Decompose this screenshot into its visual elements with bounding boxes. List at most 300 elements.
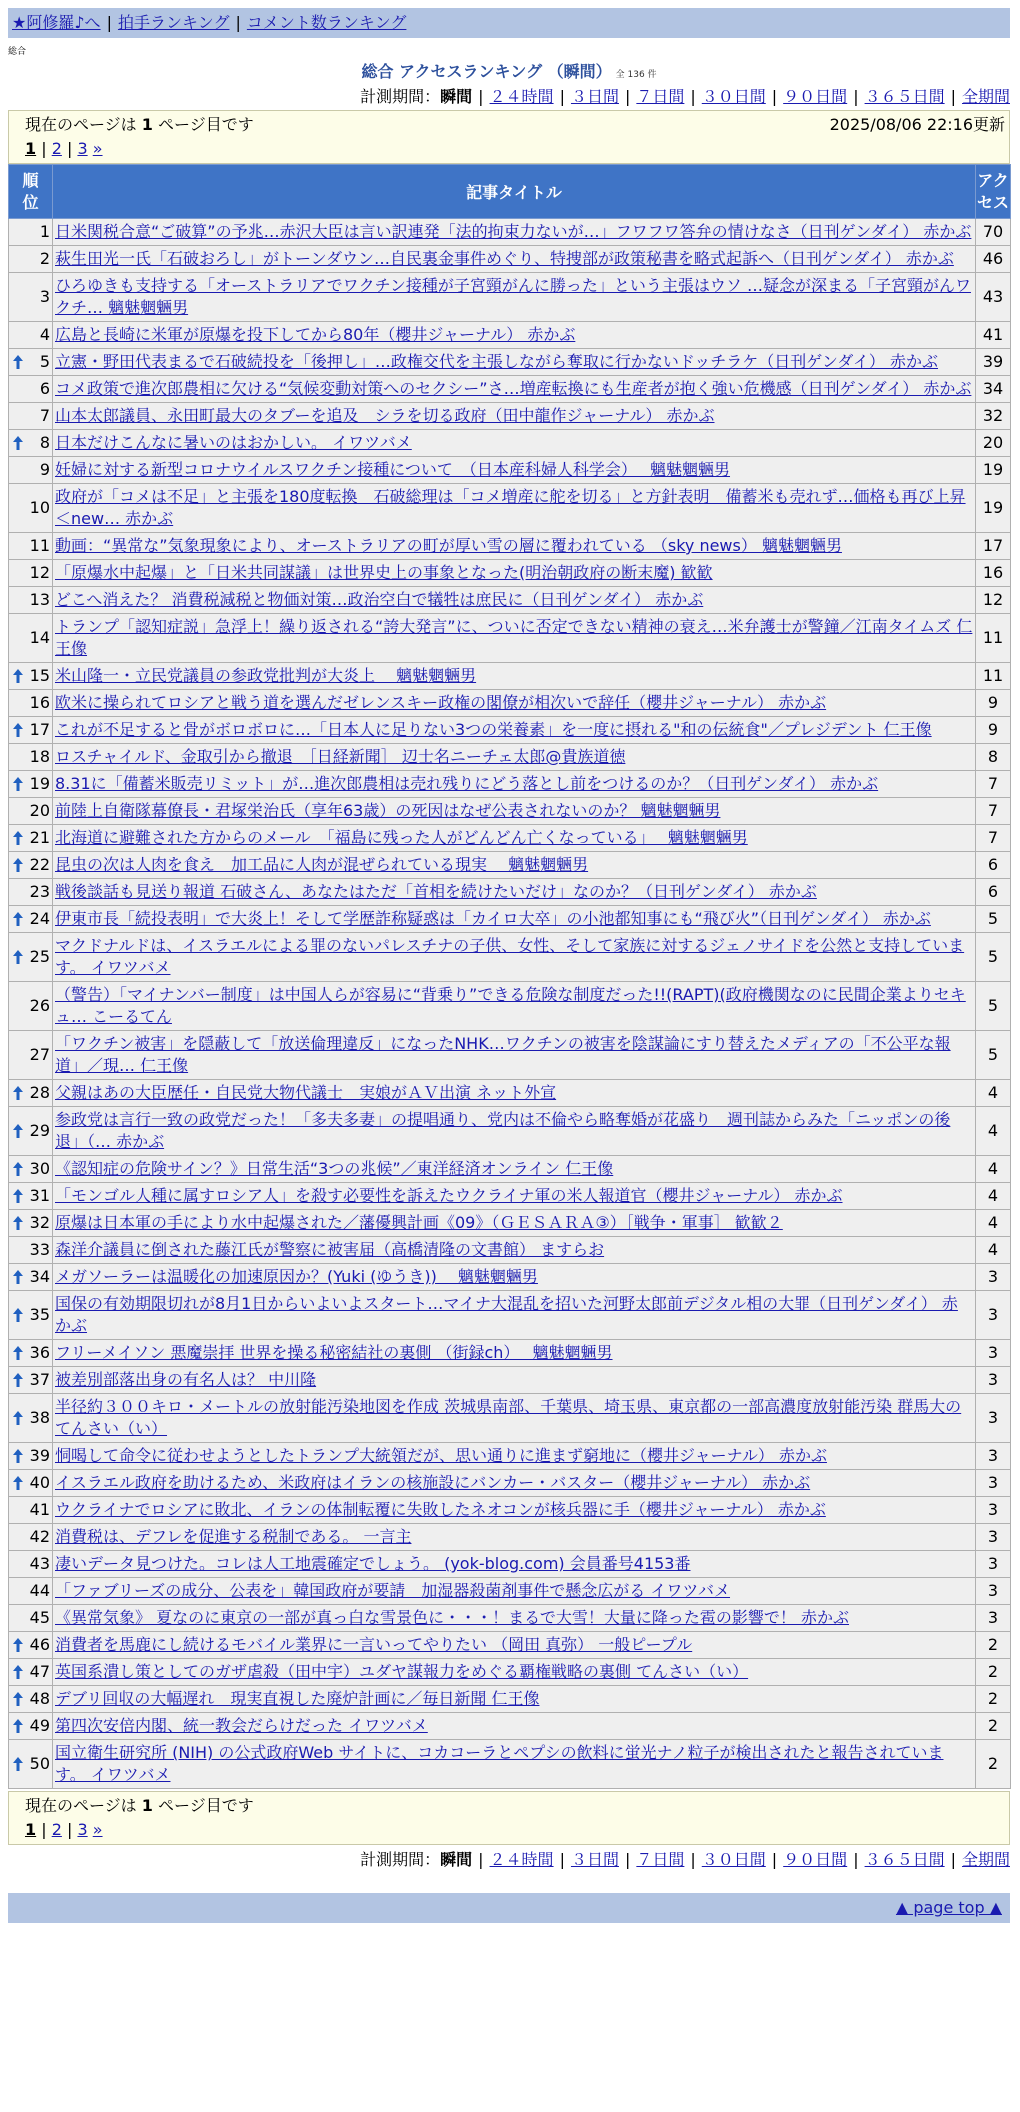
table-row xyxy=(9,1031,1011,1080)
rank-cell xyxy=(9,1340,53,1367)
rank-number: 42 xyxy=(29,1527,50,1546)
article-link[interactable]: 国保の有効期限切れが8月1日からいよいよスタート…マイナ大混乱を招いた河野太郎前デジタル相の大罪（日刊ゲンダイ） 赤かぶ xyxy=(55,1294,958,1335)
period-separator: | xyxy=(624,1850,631,1869)
title-cell xyxy=(53,349,976,376)
rank-number: 40 xyxy=(29,1473,50,1492)
access-count: 4 xyxy=(976,1183,1011,1210)
table-row xyxy=(9,1713,1011,1740)
rank-up-arrow-icon xyxy=(12,668,24,684)
rank-cell xyxy=(9,1686,53,1713)
clap-ranking-link[interactable]: 拍手ランキング xyxy=(117,13,230,32)
pager-text: 現在のページは xyxy=(25,1796,142,1815)
article-link[interactable]: 国立衛生研究所 (NIH) の公式政府Web サイトに、コカコーラとペプシの飲料に蛍光ナノ粒子が検出されたと報告されています。 イワツバメ xyxy=(55,1743,944,1784)
rank-number: 13 xyxy=(29,590,50,609)
table-row xyxy=(9,1340,1011,1367)
access-count: 5 xyxy=(976,1031,1011,1080)
rank-number: 41 xyxy=(29,1500,50,1519)
article-link[interactable]: 凄いデータ見つけた。コレは人工地震確定でしょう。 (yok-blog.com) 会員番号4153番 xyxy=(55,1554,691,1573)
rank-up-arrow-icon xyxy=(12,1372,24,1388)
article-link[interactable]: これが不足すると骨がボロボロに…「日本人に足りない3つの栄養素」を一度に摂れる"和の伝統食"／プレジデント 仁王像 xyxy=(55,720,932,739)
page-link: 1 xyxy=(25,1820,37,1839)
title-cell xyxy=(53,852,976,879)
table-row xyxy=(9,717,1011,744)
article-link[interactable]: 動画：“異常な”気象現象により、オーストラリアの町が厚い雪の層に覆われている （sky news） 魑魅魍魎男 xyxy=(55,536,842,555)
rank-number: 16 xyxy=(29,693,50,712)
article-link[interactable]: 《認知症の危険サイン？》日常生活“3つの兆候”／東洋経済オンライン 仁王像 xyxy=(55,1159,614,1178)
article-link[interactable]: 8.31に「備蓄米販売リミット」が…進次郎農相は売れ残りにどう落とし前をつけるのか？（日刊ゲンダイ） 赤かぶ xyxy=(55,774,879,793)
article-link[interactable]: 山本太郎議員、永田町最大のタブーを追及 シラを切る政府（田中龍作ジャーナル） 赤かぶ xyxy=(55,406,715,425)
rank-number: 48 xyxy=(29,1689,50,1708)
title-cell xyxy=(53,879,976,906)
pager-text: 現在のページは xyxy=(25,115,142,134)
page-link[interactable]: 2 xyxy=(51,1820,62,1839)
access-count: 7 xyxy=(976,798,1011,825)
access-count: 4 xyxy=(976,1156,1011,1183)
rank-cell xyxy=(9,457,53,484)
rank-cell xyxy=(9,1156,53,1183)
rank-cell xyxy=(9,1740,53,1789)
current-page-number: 1 xyxy=(141,115,153,134)
access-count: 43 xyxy=(976,273,1011,322)
period-option[interactable]: ３０日間 xyxy=(701,1850,766,1869)
article-link[interactable]: ロスチャイルド、金取引から撤退 ［日経新聞］ 辺士名ニーチェ太郎@貴族道徳 xyxy=(55,747,626,766)
period-option[interactable]: ９０日間 xyxy=(783,1850,848,1869)
table-row xyxy=(9,1551,1011,1578)
rank-number: 37 xyxy=(29,1370,50,1389)
title-cell xyxy=(53,273,976,322)
next-page-link[interactable]: » xyxy=(92,139,103,158)
title-cell xyxy=(53,533,976,560)
article-link[interactable]: ウクライナでロシアに敗北、イランの体制転覆に失敗したネオコンが核兵器に手（櫻井ジャーナル） 赤かぶ xyxy=(55,1500,826,1519)
rank-number: 27 xyxy=(29,1045,50,1064)
table-row xyxy=(9,852,1011,879)
title-cell xyxy=(53,1340,976,1367)
period-label: 計測期間： xyxy=(360,1850,441,1869)
article-link[interactable]: コメ政策で進次郎農相に欠ける“気候変動対策へのセクシー”さ…増産転換にも生産者が抱く強い危機感（日刊ゲンダイ） 赤かぶ xyxy=(55,379,972,398)
access-count: 5 xyxy=(976,906,1011,933)
period-separator: | xyxy=(950,87,956,106)
rank-cell xyxy=(9,322,53,349)
rank-cell xyxy=(9,1031,53,1080)
rank-number: 20 xyxy=(29,801,50,820)
title-cell xyxy=(53,825,976,852)
article-link[interactable]: フリーメイソン 悪魔崇拝 世界を操る秘密結社の裏側 （街録ch） 魑魅魍魎男 xyxy=(55,1343,613,1362)
period-option[interactable]: 全期間 xyxy=(961,1850,1010,1869)
title-cell xyxy=(53,1713,976,1740)
access-count: 9 xyxy=(976,690,1011,717)
title-cell xyxy=(53,560,976,587)
period-option[interactable]: ７日間 xyxy=(636,87,685,106)
article-link[interactable]: 恫喝して命令に従わせようとしたトランプ大統領だが、思い通りに進まず窮地に（櫻井ジャーナル） 赤かぶ xyxy=(55,1446,827,1465)
title-cell xyxy=(53,1659,976,1686)
rank-up-arrow-icon xyxy=(12,722,24,738)
title-cell xyxy=(53,403,976,430)
rank-cell xyxy=(9,533,53,560)
table-row xyxy=(9,1264,1011,1291)
rank-cell xyxy=(9,587,53,614)
article-link[interactable]: 昆虫の次は人肉を食え 加工品に人肉が混ぜられている現実 魑魅魍魎男 xyxy=(55,855,589,874)
rank-up-arrow-icon xyxy=(12,857,24,873)
access-count: 3 xyxy=(976,1340,1011,1367)
rank-cell xyxy=(9,430,53,457)
rank-cell xyxy=(9,403,53,430)
article-link[interactable]: 森洋介議員に倒された藤江氏が警察に被害届（高橋清隆の文書館） ますらお xyxy=(55,1240,605,1259)
rank-up-arrow-icon xyxy=(12,354,24,370)
period-separator: | xyxy=(690,1850,696,1869)
access-count: 8 xyxy=(976,744,1011,771)
table-row xyxy=(9,322,1011,349)
period-option[interactable]: ３６５日間 xyxy=(864,87,945,106)
rank-up-arrow-icon xyxy=(12,1269,24,1285)
page-separator: | xyxy=(61,139,78,158)
rank-up-arrow-icon xyxy=(12,776,24,792)
rank-number: 44 xyxy=(29,1581,50,1600)
table-row xyxy=(9,587,1011,614)
rank-number: 30 xyxy=(29,1159,50,1178)
rank-number: 21 xyxy=(29,828,50,847)
pager-top xyxy=(8,110,1010,164)
title-header: 記事タイトル xyxy=(53,165,976,219)
access-count: 16 xyxy=(976,560,1011,587)
period-option: 瞬間 xyxy=(440,87,473,106)
table-row xyxy=(9,1470,1011,1497)
title-cell xyxy=(53,1031,976,1080)
ranking-table xyxy=(8,164,1011,1789)
access-count: 6 xyxy=(976,852,1011,879)
title-cell xyxy=(53,1740,976,1789)
access-count: 3 xyxy=(976,1578,1011,1605)
rank-number: 14 xyxy=(29,628,50,647)
article-link[interactable]: 政府が「コメは不足」と主張を180度転換 石破総理は「コメ増産に舵を切る」と方針表明 備蓄米も売れず…価格も再び上昇＜new… 赤かぶ xyxy=(55,487,966,528)
page-separator: | xyxy=(61,1820,78,1839)
rank-number: 35 xyxy=(29,1305,50,1324)
rank-up-arrow-icon xyxy=(12,1756,24,1772)
article-link[interactable]: 前陸上自衛隊幕僚長・君塚栄治氏（享年63歳）の死因はなぜ公表されないのか？ 魑魅魍魎男 xyxy=(55,801,721,820)
article-link[interactable]: デブリ回収の大幅遅れ 現実直視した廃炉計画に／毎日新聞 仁王像 xyxy=(55,1689,540,1708)
period-option: 瞬間 xyxy=(440,1850,473,1869)
article-link[interactable]: 原爆は日本軍の手により水中起爆された／藩優興計画《09》（ＧＥＳＡＲＡ③）［戦争・軍事］ 歓歓２ xyxy=(55,1213,783,1232)
title-cell xyxy=(53,1470,976,1497)
rank-up-arrow-icon xyxy=(12,1123,24,1139)
table-row xyxy=(9,1497,1011,1524)
rank-number: 32 xyxy=(29,1213,50,1232)
access-count: 4 xyxy=(976,1210,1011,1237)
access-count: 46 xyxy=(976,246,1011,273)
table-row xyxy=(9,1394,1011,1443)
rank-number: 23 xyxy=(29,882,50,901)
title-cell xyxy=(53,376,976,403)
period-option[interactable]: ３日間 xyxy=(570,87,619,106)
access-count: 9 xyxy=(976,717,1011,744)
rank-number: 43 xyxy=(29,1554,50,1573)
access-count: 3 xyxy=(976,1443,1011,1470)
rank-up-arrow-icon xyxy=(12,830,24,846)
rank-cell xyxy=(9,717,53,744)
rank-number: 4 xyxy=(39,325,50,344)
rank-cell xyxy=(9,219,53,246)
article-link[interactable]: 日本だけこんなに暑いのはおかしい。 イワツバメ xyxy=(55,433,412,452)
table-row xyxy=(9,1210,1011,1237)
rank-cell xyxy=(9,825,53,852)
article-link[interactable]: 欧米に操られてロシアと戦う道を選んだゼレンスキー政権の閣僚が相次いで辞任（櫻井ジャーナル） 赤かぶ xyxy=(55,693,827,712)
rank-number: 50 xyxy=(29,1754,50,1773)
article-link[interactable]: 被差別部落出身の有名人は？ 中川隆 xyxy=(55,1370,317,1389)
page-links xyxy=(25,1818,1009,1842)
title-cell xyxy=(53,1156,976,1183)
rank-up-arrow-icon xyxy=(12,949,24,965)
rank-number: 25 xyxy=(29,947,50,966)
page-top-link[interactable]: ▲ page top ▲ xyxy=(895,1898,1002,1917)
access-count: 3 xyxy=(976,1551,1011,1578)
page-separator: | xyxy=(36,139,52,158)
article-link[interactable]: メガソーラーは温暖化の加速原因か？(Yuki (ゆうき)) 魑魅魍魎男 xyxy=(55,1267,538,1286)
rank-cell xyxy=(9,1264,53,1291)
title-cell xyxy=(53,1605,976,1632)
rank-cell xyxy=(9,1291,53,1340)
article-link[interactable]: 「原爆水中起爆」と「日米共同謀議」は世界史上の事象となった(明治朝政府の断末魔) 歓歓 xyxy=(55,563,713,582)
rank-up-arrow-icon xyxy=(12,1691,24,1707)
period-label: 計測期間： xyxy=(360,87,441,106)
rank-cell xyxy=(9,376,53,403)
article-link[interactable]: 「モンゴル人種に属すロシア人」を殺す必要性を訴えたウクライナ軍の米人報道官（櫻井ジャーナル） 赤かぶ xyxy=(55,1186,843,1205)
period-option[interactable]: ３６５日間 xyxy=(864,1850,945,1869)
article-link[interactable]: 「ワクチン被害」を隠蔽して「放送倫理違反」になったNHK…ワクチンの被害を陰謀論にすり替えたメディアの「不公平な報道」／現… 仁王像 xyxy=(55,1034,951,1075)
article-link[interactable]: 伊東市長「続投表明」で大炎上！そして学歴詐称疑惑は「カイロ大卒」の小池都知事にも“飛び火”（日刊ゲンダイ） 赤かぶ xyxy=(55,909,931,928)
rank-up-arrow-icon xyxy=(12,1475,24,1491)
pager-text: ページ目です xyxy=(152,1796,254,1815)
article-link[interactable]: 半径約３００キロ・メートルの放射能汚染地図を作成 茨城県南部、千葉県、埼玉県、東京都の一部高濃度放射能汚染 群馬大のてんさい（い） xyxy=(55,1397,962,1438)
title-cell xyxy=(53,1367,976,1394)
period-separator: | xyxy=(771,1850,778,1869)
article-link[interactable]: 消費者を馬鹿にし続けるモバイル業界に一言いってやりたい （岡田 真弥） 一般ピープル xyxy=(55,1635,693,1654)
rank-up-arrow-icon xyxy=(12,1664,24,1680)
title-cell xyxy=(53,430,976,457)
title-cell xyxy=(53,587,976,614)
rank-up-arrow-icon xyxy=(12,1161,24,1177)
rank-cell xyxy=(9,982,53,1031)
title-cell xyxy=(53,933,976,982)
table-row xyxy=(9,771,1011,798)
rank-cell xyxy=(9,1237,53,1264)
access-count: 7 xyxy=(976,771,1011,798)
table-row xyxy=(9,219,1011,246)
title-cell xyxy=(53,614,976,663)
access-count: 34 xyxy=(976,376,1011,403)
title-cell xyxy=(53,663,976,690)
table-row xyxy=(9,1107,1011,1156)
table-row xyxy=(9,1686,1011,1713)
period-option[interactable]: ７日間 xyxy=(636,1850,685,1869)
article-link[interactable]: ひろゆきも支持する「オーストラリアでワクチン接種が子宮頸がんに勝った」という主張はウソ …疑念が深まる「子宮頸がんワクチ… 魑魅魍魎男 xyxy=(55,276,971,317)
rank-cell xyxy=(9,1080,53,1107)
period-separator: | xyxy=(853,1850,859,1869)
rank-up-arrow-icon xyxy=(12,1718,24,1734)
title-cell xyxy=(53,771,976,798)
article-link[interactable]: 米山隆一・立民党議員の参政党批判が大炎上 魑魅魍魎男 xyxy=(55,666,477,685)
table-row xyxy=(9,744,1011,771)
table-row xyxy=(9,457,1011,484)
title-cell xyxy=(53,744,976,771)
table-row xyxy=(9,533,1011,560)
period-selector-bottom xyxy=(8,1847,1010,1873)
period-separator: | xyxy=(771,87,778,106)
page-link[interactable]: 3 xyxy=(77,1820,88,1839)
table-row xyxy=(9,349,1011,376)
rank-number: 7 xyxy=(39,406,50,425)
rank-cell xyxy=(9,246,53,273)
access-count: 5 xyxy=(976,933,1011,982)
article-link[interactable]: 戦後談話も見送り報道 石破さん、あなたはただ「首相を続けたいだけ」なのか？（日刊ゲンダイ） 赤かぶ xyxy=(55,882,817,901)
rank-number: 8 xyxy=(39,433,50,452)
access-count: 3 xyxy=(976,1524,1011,1551)
article-link[interactable]: 参政党は言行一致の政党だった！「多夫多妻」の提唱通り、党内は不倫やら略奪婚が花盛り 週刊誌からみた「ニッポンの後退」（… 赤かぶ xyxy=(55,1110,951,1151)
period-separator: | xyxy=(559,1850,565,1869)
rank-cell xyxy=(9,798,53,825)
footer-bar xyxy=(8,1893,1010,1923)
access-count: 19 xyxy=(976,484,1011,533)
title-cell xyxy=(53,1524,976,1551)
access-count: 11 xyxy=(976,663,1011,690)
article-link[interactable]: 消費税は、デフレを促進する税制である。 一言主 xyxy=(55,1527,412,1546)
comment-ranking-link[interactable]: コメント数ランキング xyxy=(246,13,407,32)
rank-up-arrow-icon xyxy=(12,911,24,927)
rank-number: 26 xyxy=(29,996,50,1015)
title-cell xyxy=(53,1394,976,1443)
rank-cell xyxy=(9,1659,53,1686)
table-row xyxy=(9,1524,1011,1551)
page-title xyxy=(8,60,1010,84)
table-row xyxy=(9,825,1011,852)
table-row xyxy=(9,1659,1011,1686)
article-link[interactable]: 英国系潰し策としてのガザ虐殺（田中宇）ユダヤ謀報力をめぐる覇権戦略の裏側 てんさい（い） xyxy=(55,1662,749,1681)
access-count: 4 xyxy=(976,1080,1011,1107)
article-link[interactable]: （警告）「マイナンバー制度」は中国人らが容易に“背乗り”できる危険な制度だった!!(RAPT)(政府機関なのに民間企業よりセキュ… こーるてん xyxy=(55,985,966,1026)
article-link[interactable]: 萩生田光一氏「石破おろし」がトーンダウン…自民裏金事件めぐり、特捜部が政策秘書を略式起訴へ（日刊ゲンダイ） 赤かぶ xyxy=(55,249,954,268)
rank-up-arrow-icon xyxy=(12,1637,24,1653)
rank-number: 45 xyxy=(29,1608,50,1627)
title-cell xyxy=(53,484,976,533)
article-link[interactable]: 立憲・野田代表まるで石破続投を「後押し」…政権交代を主張しながら奪取に行かないドッチラケ（日刊ゲンダイ） 赤かぶ xyxy=(55,352,939,371)
table-row xyxy=(9,403,1011,430)
access-count: 41 xyxy=(976,322,1011,349)
rank-header: 順位 xyxy=(9,165,53,219)
period-separator: | xyxy=(950,1850,956,1869)
rank-cell xyxy=(9,879,53,906)
article-link[interactable]: 父親はあの大臣歴任・自民党大物代議士 実娘がＡＶ出演 ネット外宣 xyxy=(55,1083,557,1102)
rank-number: 12 xyxy=(29,563,50,582)
title-cell xyxy=(53,717,976,744)
rank-cell xyxy=(9,484,53,533)
table-row xyxy=(9,663,1011,690)
period-option[interactable]: ３日間 xyxy=(570,1850,619,1869)
access-count: 11 xyxy=(976,614,1011,663)
period-option[interactable]: 全期間 xyxy=(961,87,1010,106)
table-row xyxy=(9,273,1011,322)
title-cell xyxy=(53,982,976,1031)
rank-number: 9 xyxy=(39,460,50,479)
rank-cell xyxy=(9,1713,53,1740)
article-link[interactable]: 第四次安倍内閣、統一教会だらけだった イワツバメ xyxy=(55,1716,428,1735)
access-count: 7 xyxy=(976,825,1011,852)
article-link[interactable]: 北海道に避難された方からのメール 「福島に残った人がどんどん亡くなっている」 魑魅魍魎男 xyxy=(55,828,748,847)
period-selector-top xyxy=(8,84,1010,110)
article-link[interactable]: 「ファブリーズの成分、公表を」韓国政府が要請 加湿器殺菌剤事件で懸念広がる イワツバメ xyxy=(55,1581,731,1600)
rank-up-arrow-icon xyxy=(12,1085,24,1101)
rank-number: 11 xyxy=(29,536,50,555)
rank-up-arrow-icon xyxy=(12,1345,24,1361)
page-link[interactable]: 2 xyxy=(51,139,62,158)
table-row xyxy=(9,1156,1011,1183)
next-page-link[interactable]: » xyxy=(92,1820,103,1839)
table-row xyxy=(9,1443,1011,1470)
access-count: 4 xyxy=(976,1237,1011,1264)
table-row xyxy=(9,430,1011,457)
current-page-text xyxy=(25,1794,1009,1818)
ranking-title: 総合 アクセスランキング （瞬間） xyxy=(361,62,612,81)
table-row xyxy=(9,246,1011,273)
rank-number: 34 xyxy=(29,1267,50,1286)
period-option[interactable]: ２４時間 xyxy=(489,1850,554,1869)
period-option[interactable]: ２４時間 xyxy=(489,87,554,106)
article-link[interactable]: トランプ「認知症説」急浮上！繰り返される“誇大発言”に、ついに否定できない精神の衰え…米弁護士が警鐘／江南タイムズ 仁王像 xyxy=(55,617,973,658)
table-row xyxy=(9,484,1011,533)
table-row xyxy=(9,1080,1011,1107)
title-cell xyxy=(53,1264,976,1291)
table-row xyxy=(9,1183,1011,1210)
article-link[interactable]: 《異常気象》 夏なのに東京の一部が真っ白な雪景色に・・・！まるで大雪！大量に降った雹の影響で！ 赤かぶ xyxy=(55,1608,850,1627)
rank-number: 3 xyxy=(39,287,50,306)
rank-cell xyxy=(9,690,53,717)
rank-number: 19 xyxy=(29,774,50,793)
rank-cell xyxy=(9,1578,53,1605)
rank-number: 46 xyxy=(29,1635,50,1654)
article-link[interactable]: イスラエル政府を助けるため、米政府はイランの核施設にバンカー・バスター（櫻井ジャーナル） 赤かぶ xyxy=(55,1473,811,1492)
access-count: 3 xyxy=(976,1291,1011,1340)
table-row xyxy=(9,982,1011,1031)
rank-up-arrow-icon xyxy=(12,1188,24,1204)
rank-number: 2 xyxy=(39,249,50,268)
rank-cell xyxy=(9,1470,53,1497)
home-link[interactable]: ★阿修羅♪へ xyxy=(12,13,101,32)
article-link[interactable]: どこへ消えた？ 消費税減税と物価対策…政治空白で犠牲は庶民に（日刊ゲンダイ） 赤かぶ xyxy=(55,590,704,609)
article-link[interactable]: 日米関税合意“ご破算”の予兆…赤沢大臣は言い訳連発「法的拘束力ないが…」フワフワ答弁の情けなさ（日刊ゲンダイ） 赤かぶ xyxy=(55,222,972,241)
rank-cell xyxy=(9,1443,53,1470)
rank-cell xyxy=(9,852,53,879)
article-link[interactable]: マクドナルドは、イスラエルによる罪のないパレスチナの子供、女性、そして家族に対するジェノサイドを公然と支持しています。 イワツバメ xyxy=(55,936,965,977)
title-cell xyxy=(53,1183,976,1210)
rank-up-arrow-icon xyxy=(12,435,24,451)
access-count: 2 xyxy=(976,1740,1011,1789)
article-link[interactable]: 妊婦に対する新型コロナウイルスワクチン接種について （日本産科婦人科学会） 魑魅魍魎男 xyxy=(55,460,731,479)
period-option[interactable]: ３０日間 xyxy=(701,87,766,106)
period-option[interactable]: ９０日間 xyxy=(783,87,848,106)
article-link[interactable]: 広島と長崎に米軍が原爆を投下してから80年（櫻井ジャーナル） 赤かぶ xyxy=(55,325,576,344)
table-row xyxy=(9,906,1011,933)
rank-number: 6 xyxy=(39,379,50,398)
rank-cell xyxy=(9,771,53,798)
rank-number: 22 xyxy=(29,855,50,874)
top-nav-bar xyxy=(8,8,1010,38)
pager-text: ページ目です xyxy=(152,115,254,134)
access-count: 6 xyxy=(976,879,1011,906)
page-link[interactable]: 3 xyxy=(77,139,88,158)
rank-number: 31 xyxy=(29,1186,50,1205)
access-count: 3 xyxy=(976,1470,1011,1497)
title-cell xyxy=(53,1210,976,1237)
title-cell xyxy=(53,1632,976,1659)
rank-number: 39 xyxy=(29,1446,50,1465)
rank-number: 18 xyxy=(29,747,50,766)
